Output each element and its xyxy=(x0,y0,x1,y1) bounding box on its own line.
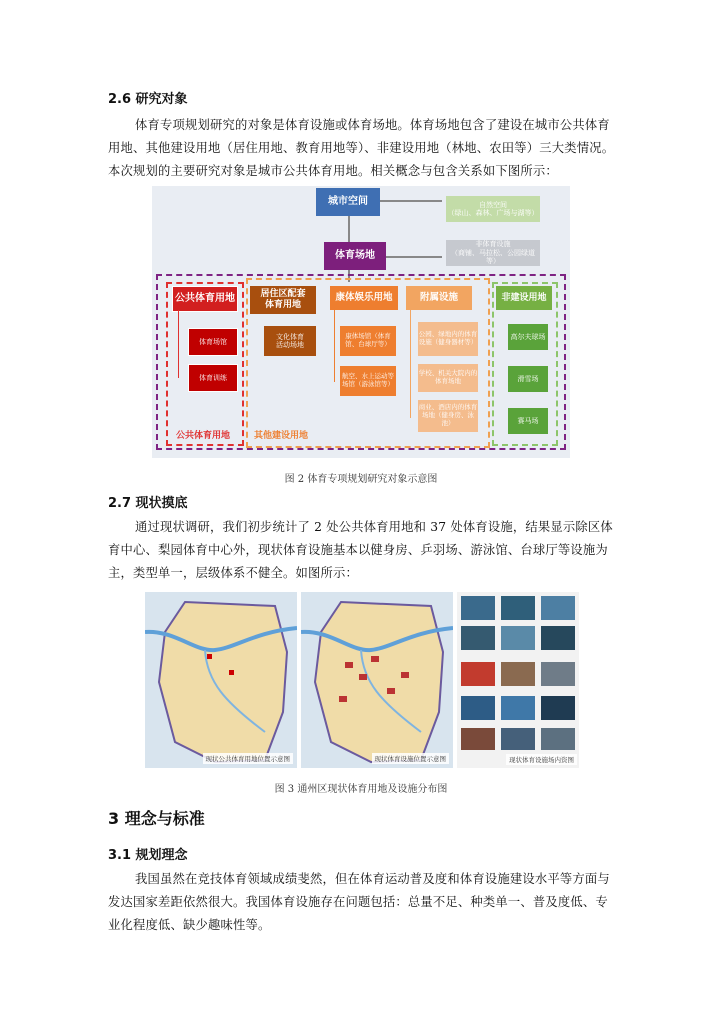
public-land-box: 公共体育用地 xyxy=(172,286,238,312)
figure-3-caption: 图 3 通州区现状体育用地及设施分布图 xyxy=(274,784,448,795)
leisure-land-box: 康体娱乐用地 xyxy=(330,286,398,310)
facility-photo xyxy=(461,696,495,720)
para-line: 体育专项规划研究的对象是体育设施或体育场地。体育场地包含了建设在城市公共体育 xyxy=(135,118,610,132)
facility-photo xyxy=(461,662,495,686)
natural-space-box: 自然空间 （绿山、森林、广场与湖等） xyxy=(446,196,540,222)
golf-box: 高尔夫球场 xyxy=(508,324,548,350)
non-sports-box: 非体育设施 （商铺、马拉松、公园绿道等） xyxy=(446,240,540,266)
para-line: 通过现状调研，我们初步统计了 2 处公共体育用地和 37 处体育设施，结果显示除区体 xyxy=(135,520,613,534)
residential-land-box: 居住区配套 体育用地 xyxy=(250,286,316,314)
attached-facility-box: 附属设施 xyxy=(406,286,472,310)
facility-photo xyxy=(501,626,535,650)
map-public-land xyxy=(145,592,297,768)
connector-line xyxy=(380,256,442,258)
figure-2-caption: 图 2 体育专项规划研究对象示意图 xyxy=(284,474,438,485)
para-line: 育中心、梨园体育中心外，现状体育设施基本以健身房、乒羽场、游泳馆、台球厅等设施为 xyxy=(108,543,608,557)
facility-photo-grid xyxy=(457,592,579,768)
public-land-label: 公共体育用地 xyxy=(176,431,231,441)
nonbuilt-land-box: 非建设用地 xyxy=(496,286,552,310)
concept-diagram xyxy=(152,186,570,458)
facility-photo xyxy=(501,596,535,620)
facility-photo xyxy=(501,728,535,750)
section-heading-3-1: 3.1 规划理念 xyxy=(108,848,188,863)
map-facilities xyxy=(301,592,453,768)
section-heading-2-7: 2.7 现状摸底 xyxy=(108,496,188,511)
other-land-label: 其他建设用地 xyxy=(254,431,309,441)
facility-photo xyxy=(461,626,495,650)
residential-activity-box: 文化体育 活动场地 xyxy=(264,326,316,356)
ski-box: 滑雪场 xyxy=(508,366,548,392)
para-line: 我国虽然在竞技体育领域成绩斐然，但在体育运动普及度和体育设施建设水平等方面与 xyxy=(135,872,610,886)
racecourse-box: 赛马场 xyxy=(508,408,548,434)
para-line: 业化程度低、缺少趣味性等。 xyxy=(108,918,271,932)
connector-line xyxy=(178,310,179,378)
city-space-box: 城市空间 xyxy=(316,188,380,216)
connector-line xyxy=(348,216,350,242)
section-heading-2-6: 2.6 研究对象 xyxy=(108,92,188,107)
facility-photo xyxy=(461,596,495,620)
map-label: 现状公共体育用地位置示意图 xyxy=(203,753,294,764)
facility-photo xyxy=(541,662,575,686)
paragraph-3-1 xyxy=(108,868,622,937)
connector-line xyxy=(410,310,411,418)
facility-photo xyxy=(541,626,575,650)
paragraph-2-6 xyxy=(108,114,622,183)
facility-photo xyxy=(501,696,535,720)
facility-photo xyxy=(541,596,575,620)
facility-photo xyxy=(461,728,495,750)
paragraph-2-7 xyxy=(108,516,622,585)
connector-line xyxy=(380,200,442,202)
map-label: 现状体育设施场内资图 xyxy=(506,754,577,765)
aquatic-venue-box: 航空、水上运动等场馆（游泳馆等） xyxy=(340,366,396,396)
facility-photo xyxy=(541,728,575,750)
para-line: 发达国家差距依然很大。我国体育设施存在问题包括：总量不足、种类单一、普及度低、专 xyxy=(108,895,608,909)
map-graphic xyxy=(145,592,297,768)
stadium-box: 体育场馆 xyxy=(188,328,238,356)
commercial-facility-box: 商业、酒店内的体育场地（健身房、泳池） xyxy=(418,400,478,432)
school-facility-box: 学校、机关大院内的体育场地 xyxy=(418,364,478,392)
map-graphic xyxy=(301,592,453,768)
park-facility-box: 公园、绿地内的体育设施（健身器材等） xyxy=(418,322,478,356)
sports-ground-box: 体育场地 xyxy=(324,242,386,270)
leisure-venue-box: 康体场馆（体育馆、台球厅等） xyxy=(340,326,396,356)
para-line: 主，类型单一，层级体系不健全。如图所示： xyxy=(108,566,358,580)
connector-line xyxy=(334,310,335,382)
para-line: 用地、其他建设用地（居住用地、教育用地等）、非建设用地（林地、农田等）三大类情况。 xyxy=(108,141,615,155)
para-line: 本次规划的主要研究对象是城市公共体育用地。相关概念与包含关系如下图所示： xyxy=(108,164,558,178)
training-box: 体育训练 xyxy=(188,364,238,392)
map-label: 现状体育设施位置示意图 xyxy=(372,753,450,764)
facility-photo xyxy=(541,696,575,720)
facility-photo xyxy=(501,662,535,686)
section-heading-3: 3 理念与标准 xyxy=(108,809,205,828)
